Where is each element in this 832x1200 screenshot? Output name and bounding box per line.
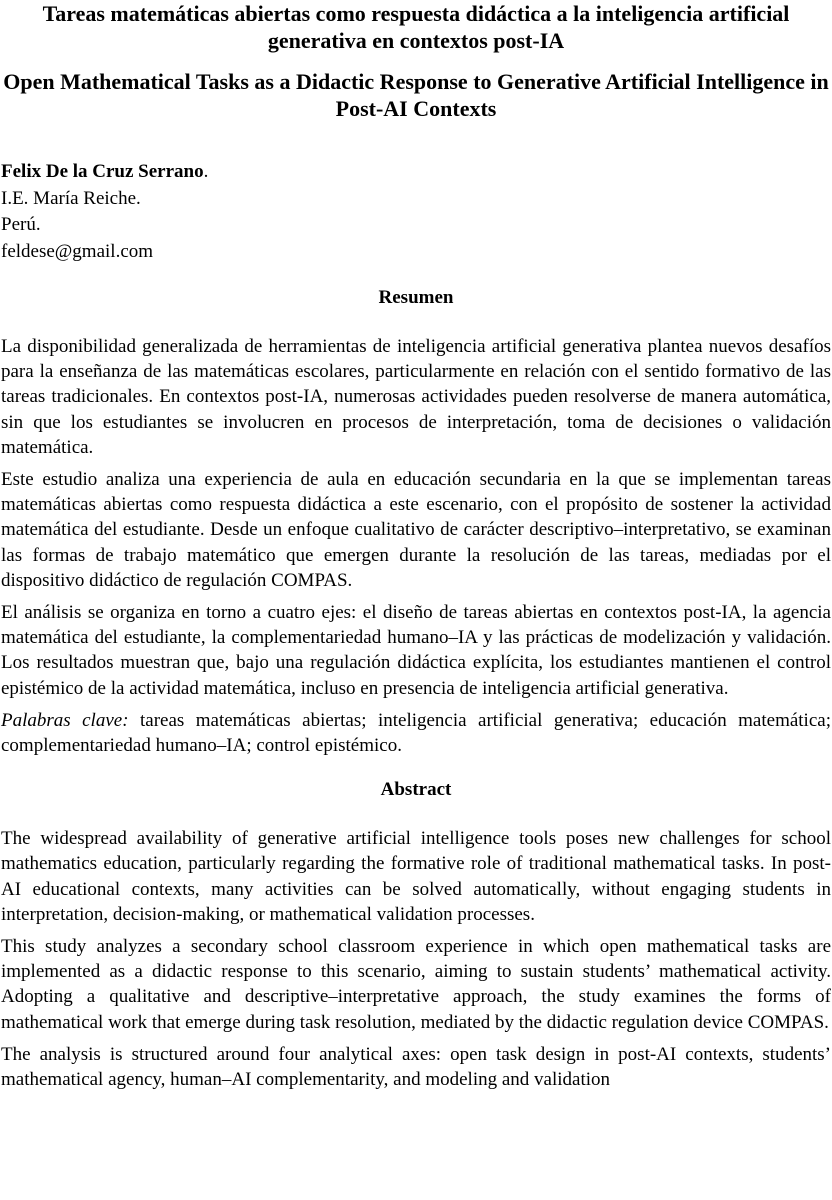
author-country: Perú.: [1, 214, 41, 235]
title-spanish: Tareas matemáticas abiertas como respuesta didáctica a la inteligencia artificial generativa en contextos post-IA: [42, 1, 790, 53]
author-block: [1, 159, 831, 265]
keywords-text: tareas matemáticas abiertas; inteligencia artificial generativa; educación matemática; complementariedad humano–IA; control epistémico.: [1, 709, 831, 757]
author-institution: I.E. María Reiche.: [1, 187, 141, 209]
resumen-paragraph-1: La disponibilidad generalizada de herramientas de inteligencia artificial generativa plantea nuevos desafíos para la enseñanza de las matemáticas escolares, particularmente en relación con el sentido formativo de las tareas tradicionales. En contextos post-IA, numerosas actividades pueden resolverse de manera automática, sin que los estudiantes se involucren en procesos de interpretación, toma de decisiones o validación matemática.: [1, 336, 831, 458]
keywords-paragraph: [1, 708, 831, 758]
abstract-paragraph-2: This study analyzes a secondary school classroom experience in which open mathematical tasks are implemented as a didactic response to this scenario, aiming to sustain students’ mathematical activity. Adopting a qualitative and descriptive–interpretative approach, the study examines the forms of mathematical work that emerge during task resolution, mediated by the didactic regulation device COMPAS.: [1, 936, 831, 1033]
author-email: feldese@gmail.com: [1, 240, 154, 262]
abstract-paragraph-1: The widespread availability of generative artificial intelligence tools poses new challenges for school mathematics education, particularly regarding the formative role of traditional mathematical tasks. In post-AI educational contexts, many activities can be solved automatically, without engaging students in interpretation, decision-making, or mathematical validation processes.: [1, 828, 831, 925]
author-name-suffix: .: [203, 161, 209, 182]
title-english: Open Mathematical Tasks as a Didactic Response to Generative Artificial Intelligence in Post-AI Contexts: [3, 69, 829, 121]
resumen-heading: Resumen: [378, 287, 454, 308]
author-line: [1, 159, 831, 186]
author-name: Felix De la Cruz Serrano: [1, 161, 204, 182]
abstract-paragraph-3: The analysis is structured around four analytical axes: open task design in post-AI contexts, students’ mathematical agency, human–AI complementarity, and modeling and validation: [1, 1043, 831, 1091]
keywords-label: Palabras clave:: [1, 709, 129, 731]
resumen-paragraph-2: Este estudio analiza una experiencia de aula en educación secundaria en la que se implementan tareas matemáticas abiertas como respuesta didáctica a este escenario, con el propósito de sostener la actividad matemática del estudiante. Desde un enfoque cualitativo de carácter descriptivo–interpretativo, se examinan las formas de trabajo matemático que emergen durante la resolución de las tareas, mediadas por el dispositivo didáctico de regulación COMPAS.: [1, 469, 831, 591]
abstract-heading: Abstract: [380, 779, 452, 801]
resumen-paragraph-3: El análisis se organiza en torno a cuatro ejes: el diseño de tareas abiertas en contextos post-IA, la agencia matemática del estudiante, la complementariedad humano–IA y las prácticas de modelización y validación. Los resultados muestran que, bajo una regulación didáctica explícita, los estudiantes mantienen el control epistémico de la actividad matemática, incluso en presencia de inteligencia artificial generativa.: [1, 602, 831, 699]
